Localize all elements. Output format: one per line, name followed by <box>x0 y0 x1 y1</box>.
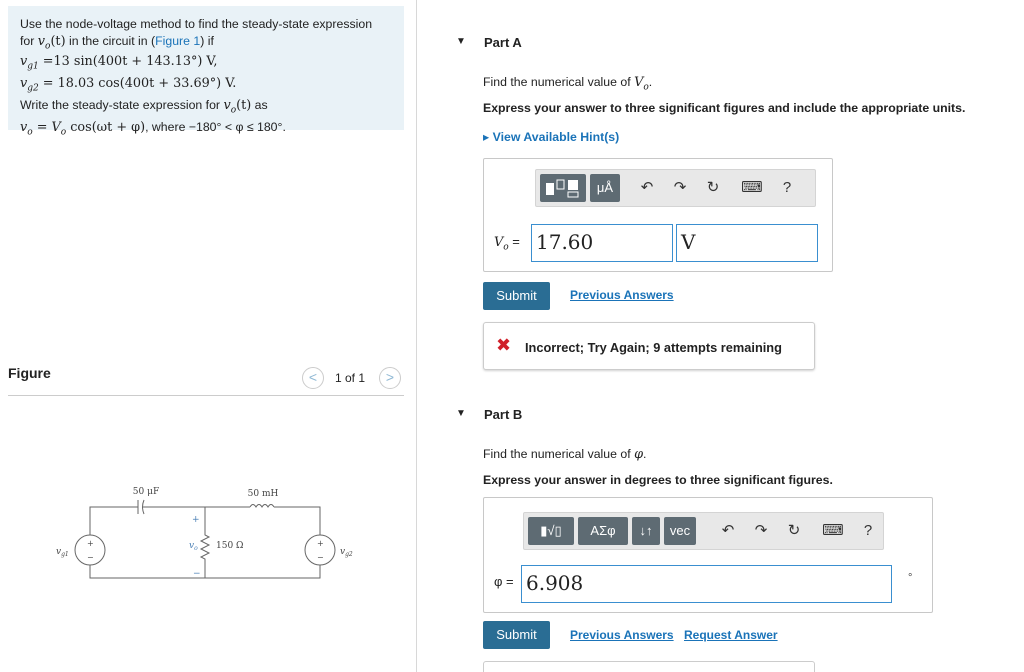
problem-panel <box>0 0 416 672</box>
circuit-diagram <box>50 480 360 590</box>
problem-line-2: for $v_o(t)$ in the circuit in (Figure 1) if <box>20 33 214 51</box>
part-a-feedback <box>483 322 815 370</box>
vg2-minus: − <box>317 553 324 562</box>
part-b-submit-button[interactable]: Submit <box>483 621 550 649</box>
figure-counter: 1 of 1 <box>335 371 366 385</box>
part-b-answer-box <box>483 497 933 613</box>
panel-divider <box>416 0 417 672</box>
problem-statement <box>8 6 404 137</box>
part-a-toggle-icon[interactable]: ▼ <box>456 36 466 47</box>
vo-plus: + <box>192 515 200 525</box>
capacitor-label: 50 μF <box>132 487 160 497</box>
part-b-answer-label: φ = <box>494 574 514 589</box>
part-a-question: Find the numerical value of $V_o$. <box>483 75 653 93</box>
vg2-label: $v_{g2}$ <box>340 547 353 558</box>
chevron-left-icon[interactable]: < <box>302 367 324 389</box>
inductor-coil <box>250 505 274 508</box>
arrows-button[interactable]: ↓↑ <box>632 517 660 545</box>
inductor-label: 50 mH <box>247 489 279 499</box>
reset-icon[interactable]: ↻ <box>706 179 720 196</box>
undo-icon[interactable]: ↶ <box>640 179 654 196</box>
keyboard-icon[interactable]: ⌨ <box>741 179 763 196</box>
part-b-question: Find the numerical value of φ. <box>483 447 647 462</box>
vg2-plus: + <box>317 539 324 548</box>
vg2-expression: $v_{g2} = 18.03$ cos(400t + 33.69°) V. <box>20 75 237 94</box>
part-a-answer-box <box>483 158 833 272</box>
chevron-right-icon[interactable]: > <box>379 367 401 389</box>
wire-top-left <box>90 507 138 535</box>
part-b-toolbar <box>523 512 884 550</box>
reset-icon[interactable]: ↻ <box>787 522 801 539</box>
units-button[interactable]: μÅ <box>590 174 620 202</box>
part-b-previous-answers-link[interactable]: Previous Answers <box>570 628 674 642</box>
incorrect-icon: ✖ <box>496 335 512 355</box>
part-a-instruction: Express your answer to three significant figures and include the appropriate units. <box>483 101 966 115</box>
problem-line-1: Use the node-voltage method to find the steady-state expression <box>20 17 373 31</box>
request-answer-link[interactable]: Request Answer <box>684 628 778 642</box>
next-section-box <box>483 661 815 672</box>
part-a-toolbar <box>535 169 816 207</box>
part-a-previous-answers-link[interactable]: Previous Answers <box>570 288 674 302</box>
undo-icon[interactable]: ↶ <box>721 522 735 539</box>
part-a-submit-button[interactable]: Submit <box>483 282 550 310</box>
wire-top-right <box>274 507 320 535</box>
help-icon[interactable]: ? <box>782 179 792 196</box>
vg1-expression: $v_{g1} =13$ sin(400t + 143.13°) V, <box>20 54 218 72</box>
keyboard-icon[interactable]: ⌨ <box>822 522 844 539</box>
templates-button[interactable]: ▮√▯ <box>528 517 574 545</box>
part-b-value-input[interactable]: 6.908 <box>521 565 892 603</box>
vg1-label: $v_{g1}$ <box>56 547 69 558</box>
vec-button[interactable]: vec <box>664 517 696 545</box>
part-b-instruction: Express your answer in degrees to three significant figures. <box>483 473 833 487</box>
redo-icon[interactable]: ↷ <box>754 522 768 539</box>
view-hints-link[interactable]: ▸ View Available Hint(s) <box>483 130 620 144</box>
part-a-value-input[interactable]: 17.60 <box>531 224 673 262</box>
figure-link[interactable]: Figure 1 <box>155 33 201 48</box>
resistor-label: 150 Ω <box>216 541 244 551</box>
part-b-toggle-icon[interactable]: ▼ <box>456 408 466 419</box>
part-a-unit-input[interactable]: V <box>676 224 818 262</box>
templates-icon <box>540 174 586 202</box>
degree-symbol: ° <box>908 572 913 584</box>
vg1-minus: − <box>87 553 94 562</box>
greek-button[interactable]: ΑΣφ <box>578 517 628 545</box>
figure-header <box>8 362 404 396</box>
help-icon[interactable]: ? <box>863 522 873 539</box>
templates-button[interactable] <box>540 174 586 202</box>
vg1-plus: + <box>87 539 94 548</box>
part-a-answer-label: $V_o$ = <box>494 234 520 253</box>
part-a-title[interactable]: Part A <box>484 35 522 50</box>
figure-title: Figure <box>8 365 51 381</box>
problem-line-5: Write the steady-state expression for $v_o(t)$ as <box>20 97 268 115</box>
feedback-text: Incorrect; Try Again; 9 attempts remaining <box>525 340 782 355</box>
vo-label: $v_o$ <box>189 541 198 552</box>
part-b-title[interactable]: Part B <box>484 407 523 422</box>
resistor-150 <box>201 507 209 578</box>
vo-minus: − <box>193 569 201 579</box>
redo-icon[interactable]: ↷ <box>673 179 687 196</box>
problem-line-6: $v_o = V_o$ cos(ωt + φ), where −180° < φ ≤ 180°. <box>20 119 286 137</box>
